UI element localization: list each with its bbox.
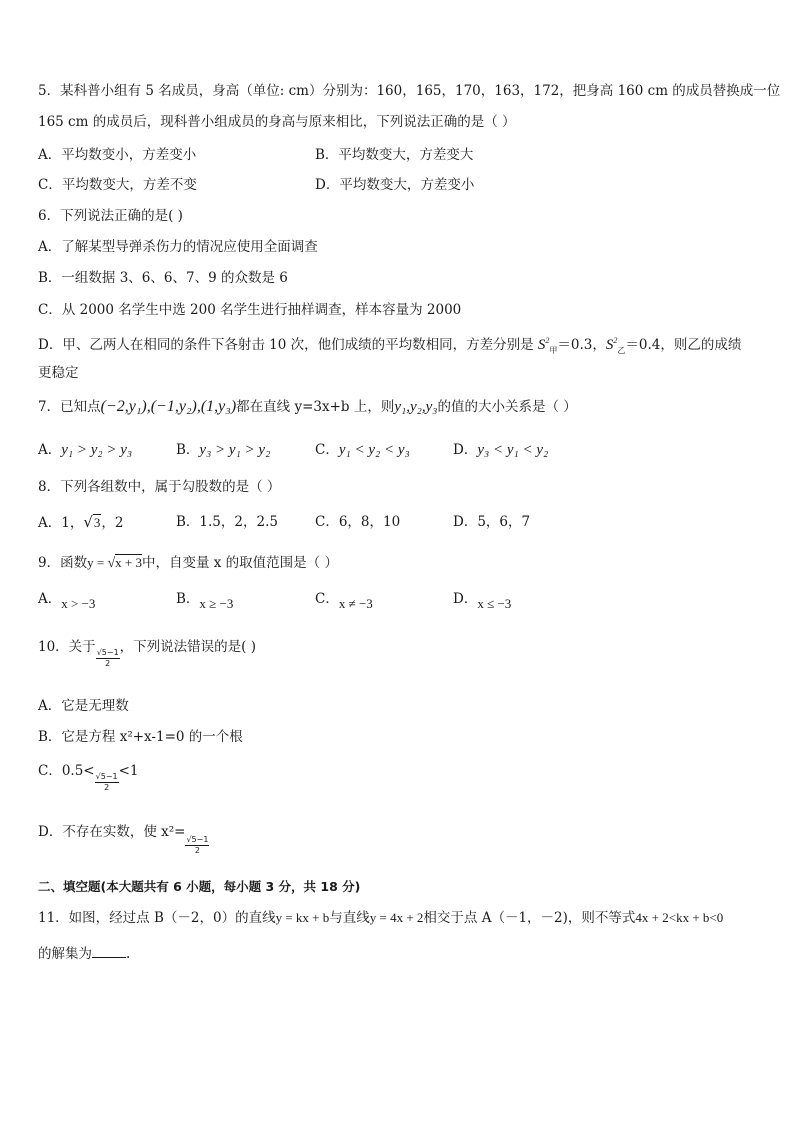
q8-option-d: D．5，6，7 — [453, 514, 531, 530]
q9-option-b: B．x ≥ −3 — [176, 591, 234, 611]
q7-points: (−2,y₁),(−1,y₂),(1,y₃) — [100, 398, 237, 415]
q9-option-a: A．x > −3 — [38, 591, 96, 611]
q7-option-d: D．y₃ < y₁ < y₂ — [453, 442, 549, 458]
q5-stem-line2: 165 cm 的成员后，现科普小组成员的身高与原来相比，下列说法正确的是（ ） — [38, 114, 516, 130]
answer-blank[interactable] — [92, 945, 126, 958]
q10-option-d: D．不存在实数，使 x²= $\frac{√5-1}{2}$ — [38, 824, 209, 855]
q6-option-d-line1: D．甲、乙两人在相同的条件下各射击 10 次，他们成绩的平均数相同，方差分别是 $S^2_甲=0.3$，$S^2_乙=0.4$，则乙的成绩 — [38, 336, 742, 355]
q9-stem: 9．函数y = √x + 3中，自变量 x 的取值范围是（ ） — [38, 555, 338, 571]
q8-option-a: A．1，√3，2 — [38, 513, 124, 531]
q5-stem-line1: 5．某科普小组有 5 名成员，身高（单位: cm）分别为：160，165，170，163，172，把身高 160 cm 的成员替换成一位 — [38, 83, 781, 99]
q6-option-d-text: D．甲、乙两人在相同的条件下各射击 10 次，他们成绩的平均数相同，方差分别是 — [38, 337, 538, 353]
q8-stem: 8．下列各组数中，属于勾股数的是（ ） — [38, 479, 281, 495]
q11-stem-line2: 的解集为 . — [38, 946, 131, 962]
q7-option-c: C．y₁ < y₂ < y₃ — [315, 442, 410, 458]
q7-option-b: B．y₃ > y₁ > y₂ — [176, 442, 271, 458]
q9-option-c: C．x ≠ −3 — [315, 591, 373, 611]
q6-option-b: B．一组数据 3、6、6、7、9 的众数是 6 — [38, 270, 288, 286]
q5-option-c: C．平均数变大，方差不变 — [38, 177, 197, 193]
q8-option-c: C．6，8，10 — [315, 514, 401, 530]
q5-option-b: B．平均数变大，方差变大 — [315, 147, 474, 163]
q7-option-a: A．y₁ > y₂ > y₃ — [38, 442, 133, 458]
q10-option-c: C．0.5< $\frac{√5-1}{2}$ <1 — [38, 763, 139, 792]
q5-option-a: A．平均数变小，方差变小 — [38, 147, 197, 163]
section-heading-fill-in: 二、填空题(本大题共有 6 小题，每小题 3 分，共 18 分) — [38, 879, 361, 894]
q10-fraction: $\frac{√5-1}{2}$ — [96, 648, 119, 668]
q5-option-d: D．平均数变大，方差变小 — [315, 177, 475, 193]
q6-option-c: C．从 2000 名学生中选 200 名学生进行抽样调查，样本容量为 2000 — [38, 302, 462, 318]
q10-option-a: A．它是无理数 — [38, 698, 129, 714]
q10-stem: 10．关于 $\frac{√5-1}{2}$ ，下列说法错误的是( ) — [38, 639, 256, 668]
sqrt-icon: √ — [83, 513, 93, 531]
q10-d-fraction: $\frac{√5-1}{2}$ — [186, 835, 209, 855]
q10-option-b: B．它是方程 x²+x-1=0 的一个根 — [38, 729, 243, 745]
q6-option-d-line2: 更稳定 — [38, 365, 79, 381]
q7-vars: y₁,y₂,y₃ — [394, 399, 438, 415]
q6-stem: 6．下列说法正确的是( ) — [38, 208, 183, 224]
q11-stem-line1: 11．如图，经过点 B（－2，0）的直线y = kx + b与直线y = 4x + 2相交于点 A（－1，－2)，则不等式4x + 2<kx + b<0 — [38, 910, 724, 926]
q6-option-a: A．了解某型导弹杀伤力的情况应使用全面调查 — [38, 239, 318, 255]
q8-option-b: B．1.5，2，2.5 — [176, 514, 278, 530]
q9-option-d: D．x ≤ −3 — [453, 591, 512, 611]
q10-c-fraction: $\frac{√5-1}{2}$ — [95, 772, 118, 792]
sqrt-icon: √ — [107, 556, 116, 571]
variance-symbol-yi: $S^2_乙$ — [605, 336, 626, 355]
q9-function: y = √x + 3 — [87, 555, 142, 571]
variance-symbol-jia: $S^2_甲$ — [537, 336, 558, 355]
q7-stem: 7．已知点(−2,y₁),(−1,y₂),(1,y₃)都在直线 y=3x+b 上，则y₁,y₂,y₃的值的大小关系是（ ） — [38, 398, 577, 415]
